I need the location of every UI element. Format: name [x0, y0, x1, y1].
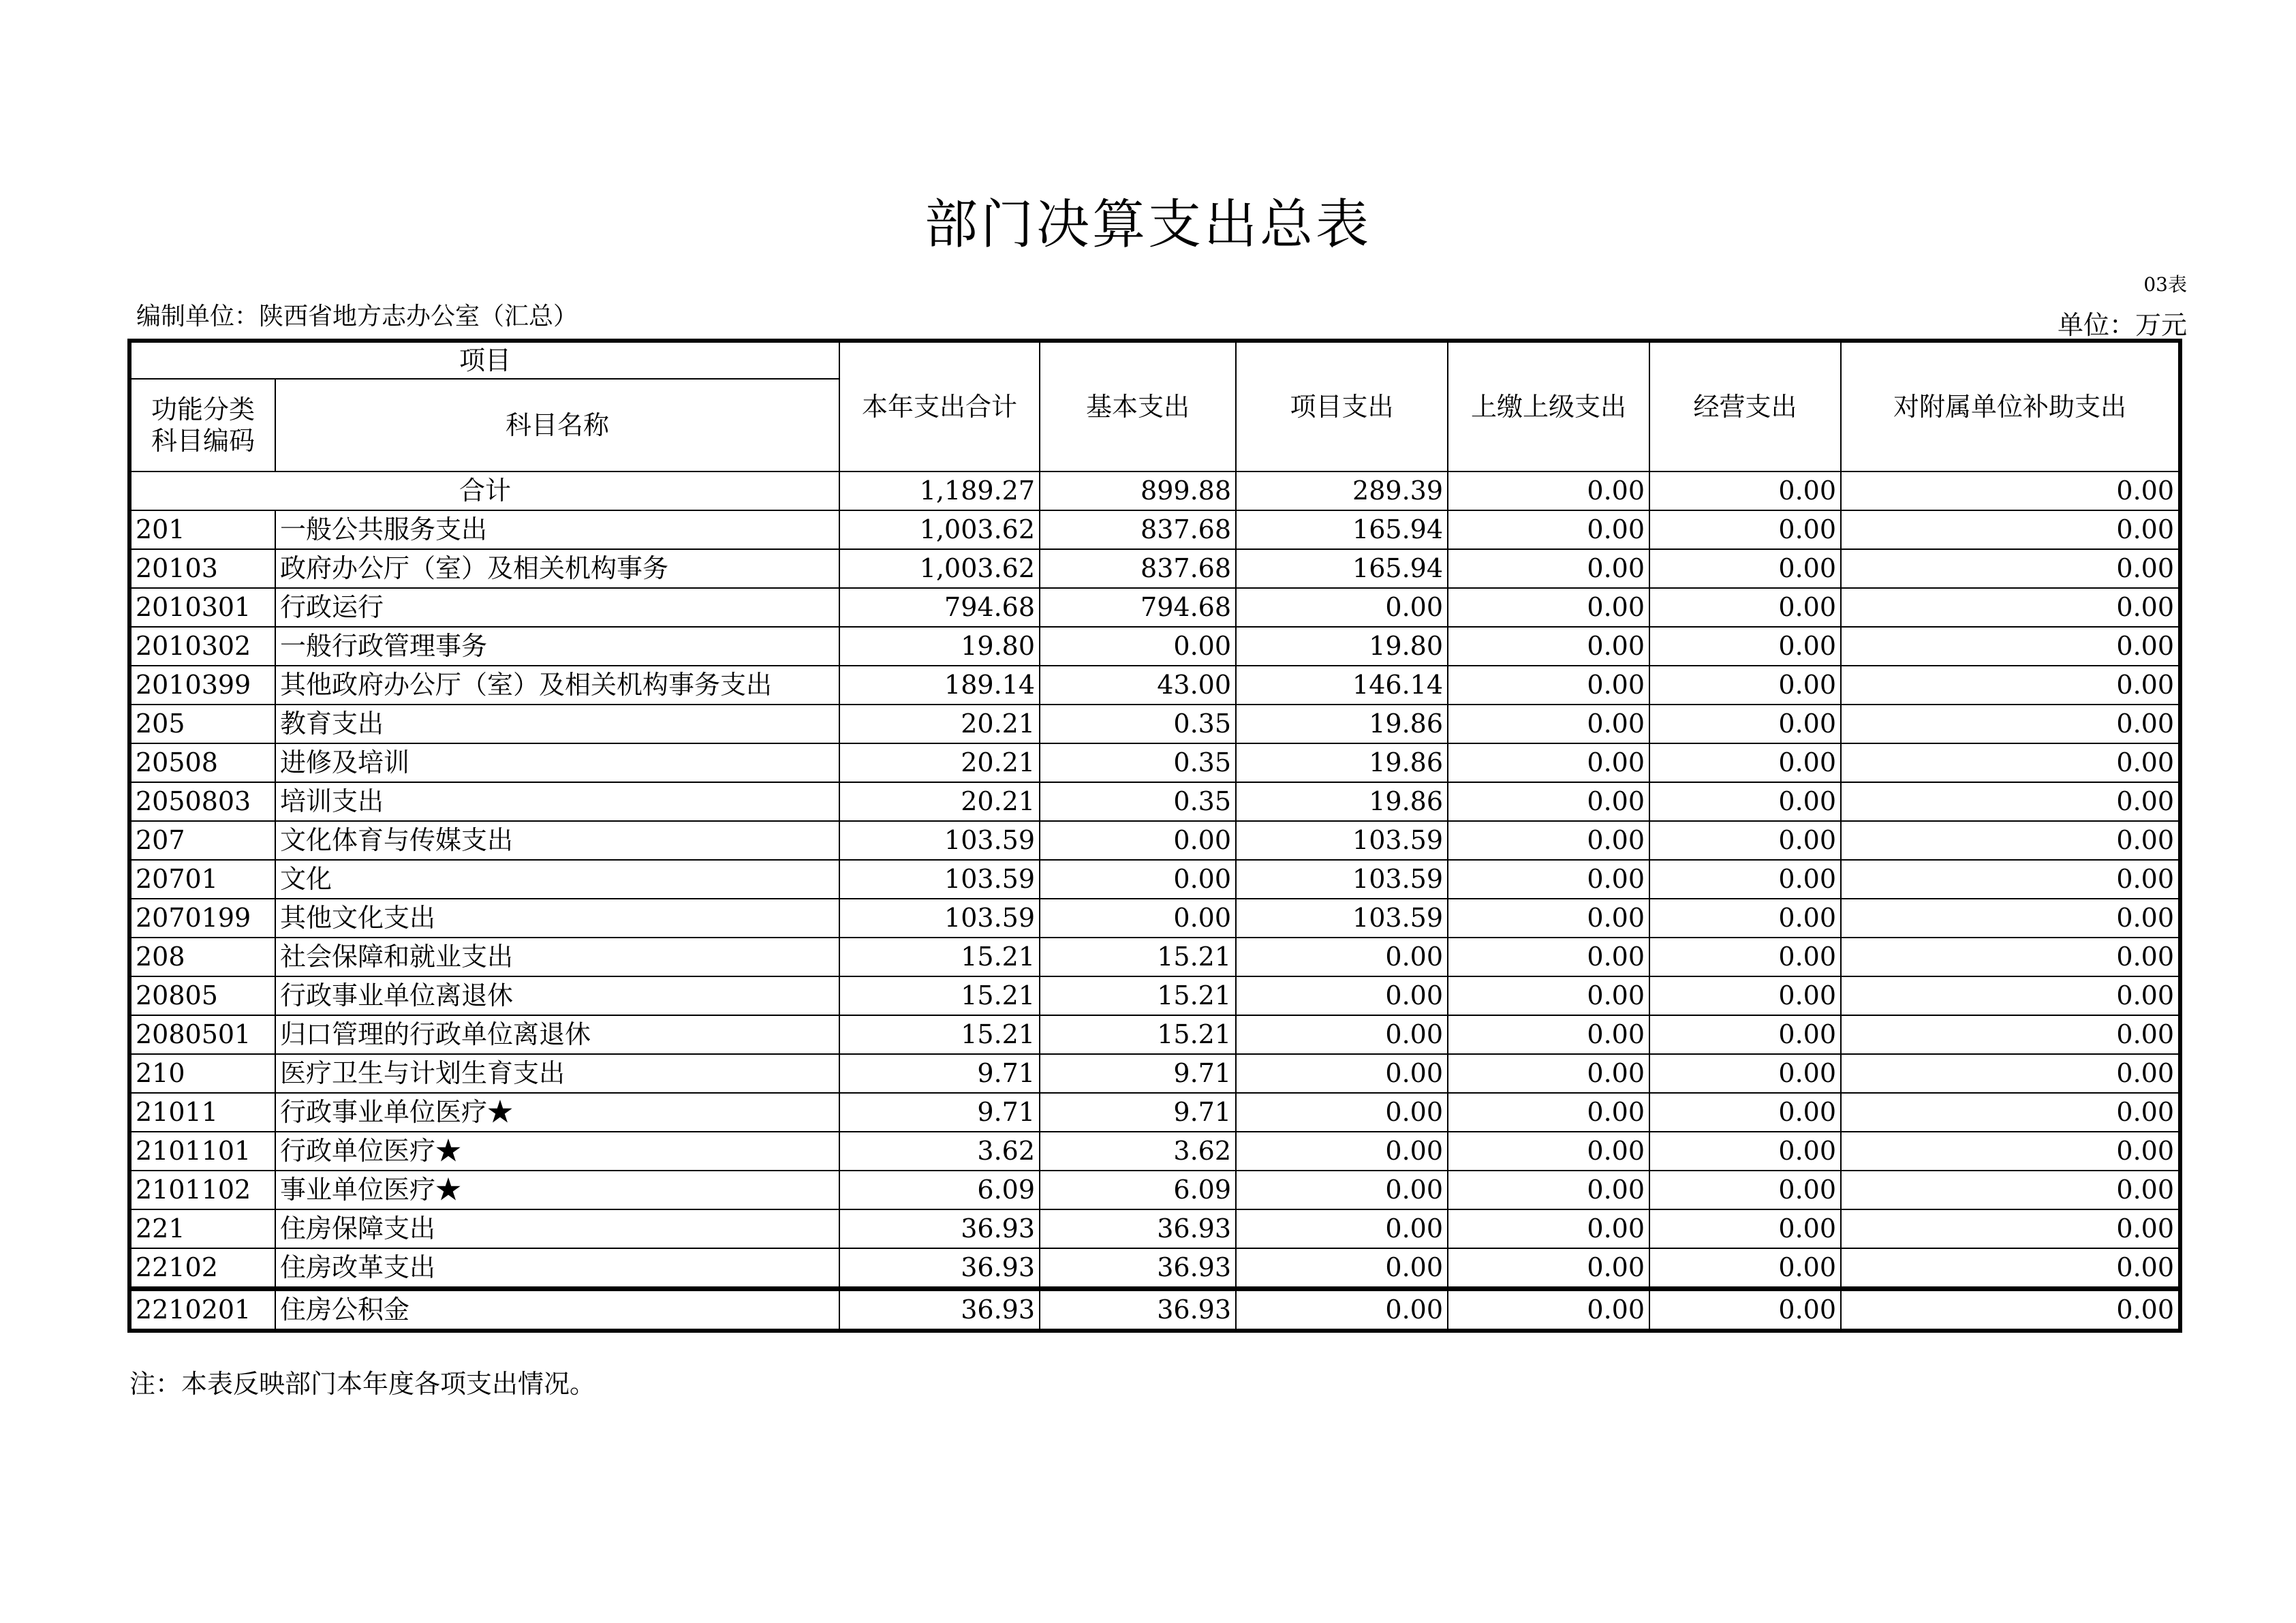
row-name: 住房公积金	[275, 1289, 839, 1331]
table-row	[129, 588, 2180, 627]
row-project-cell: 103.59	[1236, 821, 1448, 860]
row-upper-cell: 0.00	[1448, 1093, 1649, 1132]
table-row	[129, 627, 2180, 666]
row-project-cell: 0.00	[1236, 938, 1448, 976]
row-name: 进修及培训	[275, 743, 839, 782]
row-total-cell: 103.59	[839, 899, 1040, 938]
row-business-cell: 0.00	[1649, 1132, 1841, 1171]
row-total-cell: 20.21	[839, 705, 1040, 743]
row-basic-cell: 43.00	[1040, 666, 1236, 705]
row-upper-cell: 0.00	[1448, 510, 1649, 549]
row-upper-cell: 0.00	[1448, 666, 1649, 705]
row-upper-cell: 0.00	[1448, 976, 1649, 1015]
row-code: 221	[129, 1209, 275, 1248]
total-cell-project: 289.39	[1236, 472, 1448, 510]
row-code: 2101101	[129, 1132, 275, 1171]
table-row	[129, 938, 2180, 976]
table-row	[129, 1132, 2180, 1171]
header-code	[129, 379, 275, 472]
table-row	[129, 1015, 2180, 1054]
row-code: 207	[129, 821, 275, 860]
header-upper: 上缴上级支出	[1448, 341, 1649, 472]
row-code: 2080501	[129, 1015, 275, 1054]
row-name: 文化体育与传媒支出	[275, 821, 839, 860]
row-code: 20103	[129, 549, 275, 588]
row-name: 一般行政管理事务	[275, 627, 839, 666]
row-subsidy-cell: 0.00	[1841, 1132, 2180, 1171]
header-code-line2: 科目编码	[151, 426, 255, 456]
row-name: 教育支出	[275, 705, 839, 743]
row-name: 文化	[275, 860, 839, 899]
header-name: 科目名称	[275, 379, 839, 472]
row-total-cell: 6.09	[839, 1171, 1040, 1209]
row-code: 20701	[129, 860, 275, 899]
row-name: 培训支出	[275, 782, 839, 821]
row-basic-cell: 36.93	[1040, 1209, 1236, 1248]
row-total-cell: 20.21	[839, 743, 1040, 782]
table-row	[129, 666, 2180, 705]
table-row	[129, 743, 2180, 782]
row-project-cell: 19.86	[1236, 743, 1448, 782]
row-subsidy-cell: 0.00	[1841, 1015, 2180, 1054]
row-business-cell: 0.00	[1649, 860, 1841, 899]
row-project-cell: 0.00	[1236, 1015, 1448, 1054]
row-name: 其他政府办公厅（室）及相关机构事务支出	[275, 666, 839, 705]
row-project-cell: 103.59	[1236, 899, 1448, 938]
row-business-cell: 0.00	[1649, 938, 1841, 976]
header-item: 项目	[129, 341, 839, 379]
row-name: 行政事业单位离退休	[275, 976, 839, 1015]
row-business-cell: 0.00	[1649, 899, 1841, 938]
table-row	[129, 899, 2180, 938]
table-row	[129, 705, 2180, 743]
row-code: 20805	[129, 976, 275, 1015]
table-row	[129, 1093, 2180, 1132]
row-code: 210	[129, 1054, 275, 1093]
row-business-cell: 0.00	[1649, 1209, 1841, 1248]
total-cell-upper: 0.00	[1448, 472, 1649, 510]
row-project-cell: 19.80	[1236, 627, 1448, 666]
row-business-cell: 0.00	[1649, 1015, 1841, 1054]
row-code: 2050803	[129, 782, 275, 821]
table-body	[129, 472, 2180, 1331]
row-business-cell: 0.00	[1649, 1289, 1841, 1331]
row-basic-cell: 794.68	[1040, 588, 1236, 627]
row-total-cell: 15.21	[839, 938, 1040, 976]
row-business-cell: 0.00	[1649, 705, 1841, 743]
header-code-line1: 功能分类	[151, 395, 255, 424]
row-name: 行政事业单位医疗★	[275, 1093, 839, 1132]
row-subsidy-cell: 0.00	[1841, 1209, 2180, 1248]
total-cell-total: 1,189.27	[839, 472, 1040, 510]
total-label: 合计	[129, 472, 839, 510]
table-row	[129, 821, 2180, 860]
row-total-cell: 36.93	[839, 1289, 1040, 1331]
row-basic-cell: 9.71	[1040, 1093, 1236, 1132]
row-code: 205	[129, 705, 275, 743]
row-business-cell: 0.00	[1649, 1248, 1841, 1289]
row-subsidy-cell: 0.00	[1841, 821, 2180, 860]
row-code: 20508	[129, 743, 275, 782]
row-basic-cell: 15.21	[1040, 976, 1236, 1015]
header-basic: 基本支出	[1040, 341, 1236, 472]
row-basic-cell: 9.71	[1040, 1054, 1236, 1093]
row-subsidy-cell: 0.00	[1841, 976, 2180, 1015]
row-name: 社会保障和就业支出	[275, 938, 839, 976]
row-basic-cell: 837.68	[1040, 549, 1236, 588]
row-business-cell: 0.00	[1649, 588, 1841, 627]
row-subsidy-cell: 0.00	[1841, 860, 2180, 899]
row-upper-cell: 0.00	[1448, 1289, 1649, 1331]
row-name: 一般公共服务支出	[275, 510, 839, 549]
row-code: 21011	[129, 1093, 275, 1132]
row-upper-cell: 0.00	[1448, 588, 1649, 627]
row-name: 行政单位医疗★	[275, 1132, 839, 1171]
row-subsidy-cell: 0.00	[1841, 782, 2180, 821]
row-upper-cell: 0.00	[1448, 1132, 1649, 1171]
compiling-unit: 编制单位：陕西省地方志办公室（汇总）	[136, 303, 578, 330]
row-upper-cell: 0.00	[1448, 1209, 1649, 1248]
row-code: 22102	[129, 1248, 275, 1289]
row-business-cell: 0.00	[1649, 627, 1841, 666]
row-upper-cell: 0.00	[1448, 549, 1649, 588]
row-code: 208	[129, 938, 275, 976]
row-project-cell: 19.86	[1236, 705, 1448, 743]
page-title: 部门决算支出总表	[924, 194, 1371, 256]
row-total-cell: 3.62	[839, 1132, 1040, 1171]
row-subsidy-cell: 0.00	[1841, 666, 2180, 705]
row-business-cell: 0.00	[1649, 1093, 1841, 1132]
row-upper-cell: 0.00	[1448, 705, 1649, 743]
row-project-cell: 165.94	[1236, 549, 1448, 588]
row-name: 行政运行	[275, 588, 839, 627]
row-basic-cell: 3.62	[1040, 1132, 1236, 1171]
row-project-cell: 0.00	[1236, 1054, 1448, 1093]
row-subsidy-cell: 0.00	[1841, 1289, 2180, 1331]
row-code: 2101102	[129, 1171, 275, 1209]
row-code: 2010302	[129, 627, 275, 666]
row-subsidy-cell: 0.00	[1841, 743, 2180, 782]
expenditure-table	[127, 339, 2182, 1333]
row-basic-cell: 0.00	[1040, 821, 1236, 860]
row-project-cell: 103.59	[1236, 860, 1448, 899]
row-upper-cell: 0.00	[1448, 938, 1649, 976]
row-subsidy-cell: 0.00	[1841, 1171, 2180, 1209]
row-total-cell: 794.68	[839, 588, 1040, 627]
row-total-cell: 15.21	[839, 1015, 1040, 1054]
row-business-cell: 0.00	[1649, 666, 1841, 705]
row-total-cell: 189.14	[839, 666, 1040, 705]
row-subsidy-cell: 0.00	[1841, 705, 2180, 743]
row-project-cell: 0.00	[1236, 1289, 1448, 1331]
row-total-cell: 1,003.62	[839, 549, 1040, 588]
row-basic-cell: 36.93	[1040, 1248, 1236, 1289]
row-business-cell: 0.00	[1649, 976, 1841, 1015]
row-name: 住房保障支出	[275, 1209, 839, 1248]
row-project-cell: 0.00	[1236, 1171, 1448, 1209]
row-basic-cell: 0.00	[1040, 627, 1236, 666]
row-subsidy-cell: 0.00	[1841, 1093, 2180, 1132]
row-project-cell: 0.00	[1236, 1093, 1448, 1132]
row-subsidy-cell: 0.00	[1841, 1248, 2180, 1289]
row-project-cell: 146.14	[1236, 666, 1448, 705]
row-subsidy-cell: 0.00	[1841, 899, 2180, 938]
table-row	[129, 1289, 2180, 1331]
row-basic-cell: 6.09	[1040, 1171, 1236, 1209]
row-subsidy-cell: 0.00	[1841, 549, 2180, 588]
row-name: 事业单位医疗★	[275, 1171, 839, 1209]
total-cell-subsidy: 0.00	[1841, 472, 2180, 510]
row-total-cell: 36.93	[839, 1209, 1040, 1248]
header-business: 经营支出	[1649, 341, 1841, 472]
row-business-cell: 0.00	[1649, 510, 1841, 549]
table-row	[129, 1209, 2180, 1248]
row-total-cell: 36.93	[839, 1248, 1040, 1289]
row-total-cell: 1,003.62	[839, 510, 1040, 549]
row-project-cell: 0.00	[1236, 1248, 1448, 1289]
row-business-cell: 0.00	[1649, 821, 1841, 860]
row-total-cell: 9.71	[839, 1054, 1040, 1093]
table-number: 03表	[2143, 273, 2187, 296]
row-total-cell: 103.59	[839, 860, 1040, 899]
row-subsidy-cell: 0.00	[1841, 938, 2180, 976]
row-upper-cell: 0.00	[1448, 627, 1649, 666]
row-total-cell: 19.80	[839, 627, 1040, 666]
row-code: 2070199	[129, 899, 275, 938]
row-upper-cell: 0.00	[1448, 899, 1649, 938]
row-code: 2010399	[129, 666, 275, 705]
row-total-cell: 15.21	[839, 976, 1040, 1015]
row-project-cell: 19.86	[1236, 782, 1448, 821]
row-project-cell: 0.00	[1236, 976, 1448, 1015]
row-business-cell: 0.00	[1649, 1054, 1841, 1093]
row-upper-cell: 0.00	[1448, 1054, 1649, 1093]
table-row	[129, 976, 2180, 1015]
row-project-cell: 0.00	[1236, 1209, 1448, 1248]
row-subsidy-cell: 0.00	[1841, 510, 2180, 549]
row-total-cell: 20.21	[839, 782, 1040, 821]
header-project: 项目支出	[1236, 341, 1448, 472]
table-row	[129, 1054, 2180, 1093]
row-upper-cell: 0.00	[1448, 743, 1649, 782]
row-name: 医疗卫生与计划生育支出	[275, 1054, 839, 1093]
row-upper-cell: 0.00	[1448, 1015, 1649, 1054]
header-subsidy: 对附属单位补助支出	[1841, 341, 2180, 472]
row-name: 住房改革支出	[275, 1248, 839, 1289]
footnote: 注：本表反映部门本年度各项支出情况。	[129, 1369, 596, 1399]
table-row	[129, 860, 2180, 899]
row-basic-cell: 837.68	[1040, 510, 1236, 549]
row-basic-cell: 36.93	[1040, 1289, 1236, 1331]
row-basic-cell: 0.00	[1040, 899, 1236, 938]
row-business-cell: 0.00	[1649, 549, 1841, 588]
row-name: 归口管理的行政单位离退休	[275, 1015, 839, 1054]
row-subsidy-cell: 0.00	[1841, 627, 2180, 666]
row-code: 2210201	[129, 1289, 275, 1331]
row-basic-cell: 0.00	[1040, 860, 1236, 899]
total-cell-basic: 899.88	[1040, 472, 1236, 510]
table-row	[129, 1248, 2180, 1289]
row-name: 其他文化支出	[275, 899, 839, 938]
row-project-cell: 165.94	[1236, 510, 1448, 549]
row-upper-cell: 0.00	[1448, 860, 1649, 899]
table-row	[129, 510, 2180, 549]
row-name: 政府办公厅（室）及相关机构事务	[275, 549, 839, 588]
row-upper-cell: 0.00	[1448, 782, 1649, 821]
row-business-cell: 0.00	[1649, 743, 1841, 782]
row-basic-cell: 0.35	[1040, 705, 1236, 743]
row-upper-cell: 0.00	[1448, 1248, 1649, 1289]
table-row	[129, 549, 2180, 588]
table-row	[129, 1171, 2180, 1209]
row-basic-cell: 0.35	[1040, 743, 1236, 782]
row-business-cell: 0.00	[1649, 782, 1841, 821]
total-cell-business: 0.00	[1649, 472, 1841, 510]
row-upper-cell: 0.00	[1448, 1171, 1649, 1209]
header-total: 本年支出合计	[839, 341, 1040, 472]
row-basic-cell: 15.21	[1040, 1015, 1236, 1054]
row-basic-cell: 15.21	[1040, 938, 1236, 976]
row-business-cell: 0.00	[1649, 1171, 1841, 1209]
row-basic-cell: 0.35	[1040, 782, 1236, 821]
currency-unit: 单位：万元	[2057, 310, 2187, 340]
row-code: 2010301	[129, 588, 275, 627]
row-project-cell: 0.00	[1236, 1132, 1448, 1171]
row-code: 201	[129, 510, 275, 549]
row-subsidy-cell: 0.00	[1841, 588, 2180, 627]
row-subsidy-cell: 0.00	[1841, 1054, 2180, 1093]
row-total-cell: 9.71	[839, 1093, 1040, 1132]
total-row	[129, 472, 2180, 510]
row-upper-cell: 0.00	[1448, 821, 1649, 860]
row-project-cell: 0.00	[1236, 588, 1448, 627]
table-row	[129, 782, 2180, 821]
row-total-cell: 103.59	[839, 821, 1040, 860]
